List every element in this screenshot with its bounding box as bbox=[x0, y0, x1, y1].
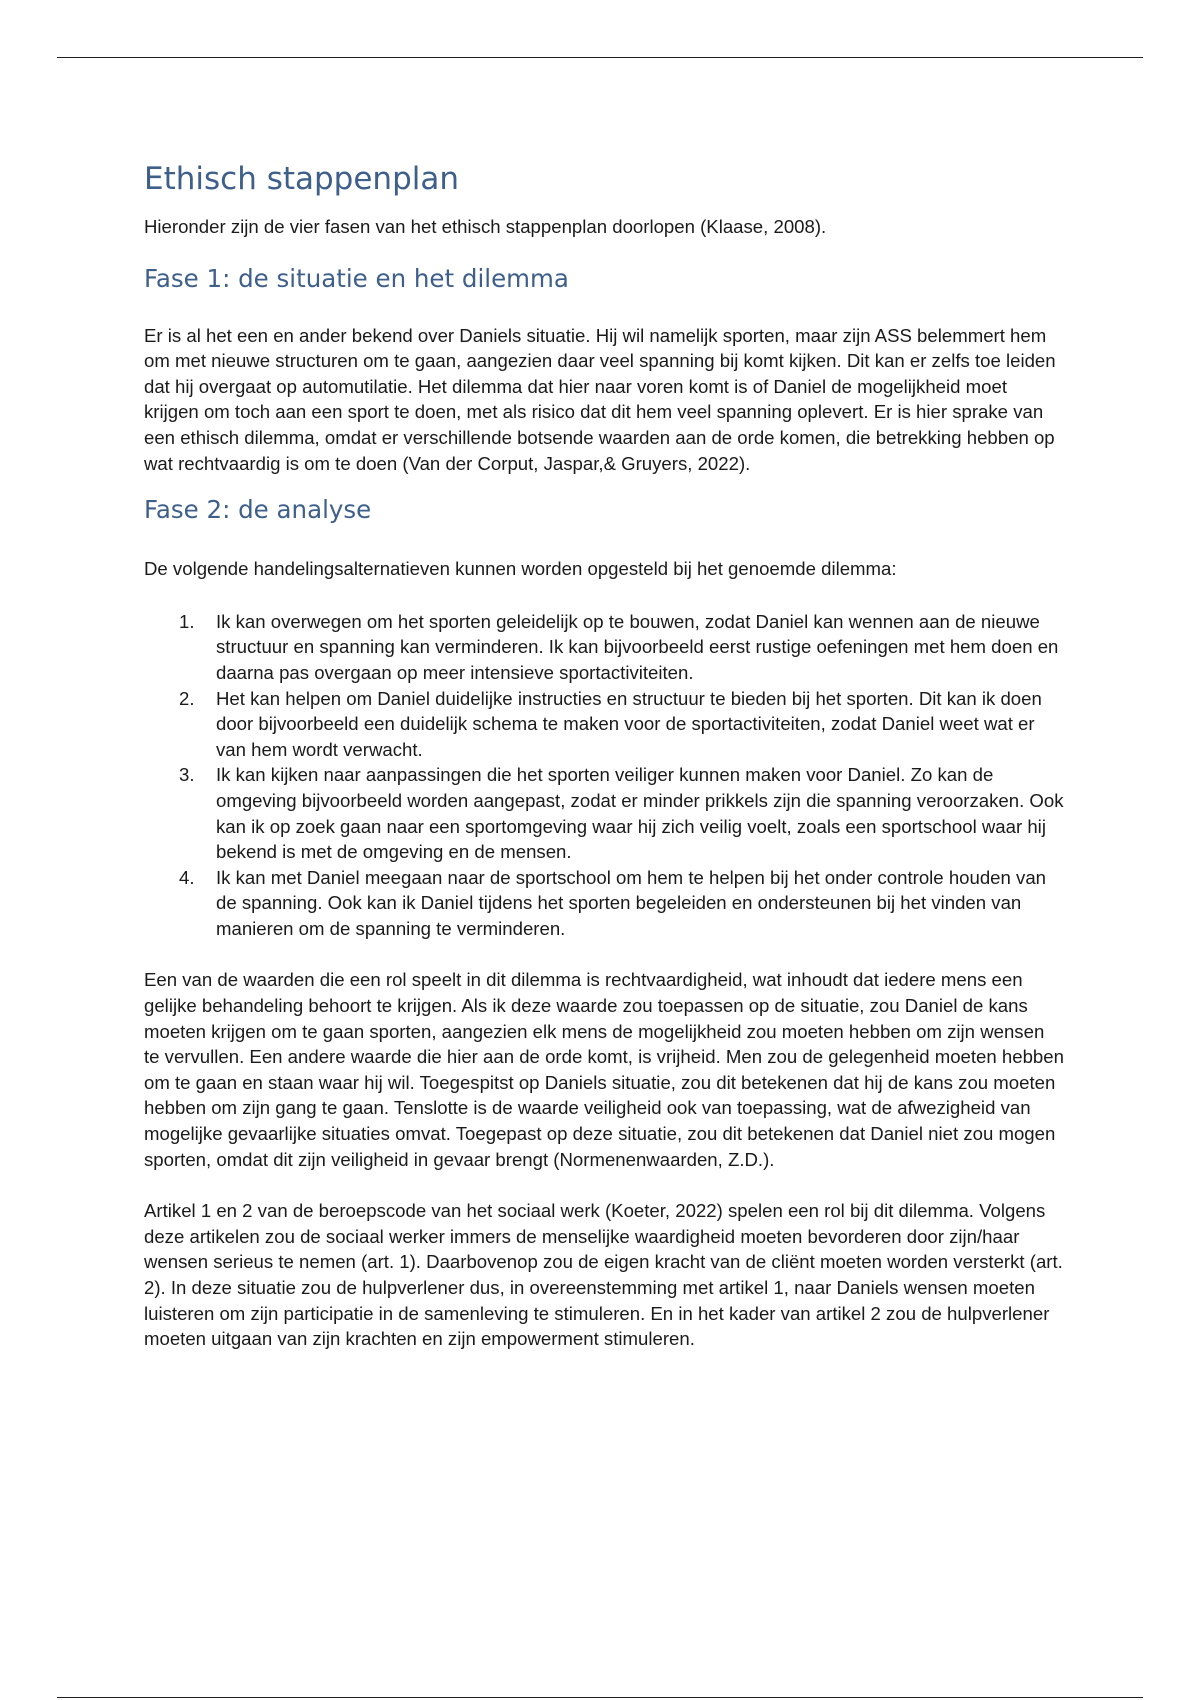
list-item bbox=[144, 865, 1064, 942]
fase2-heading: Fase 2: de analyse bbox=[144, 495, 372, 525]
list-item bbox=[144, 686, 1064, 763]
values-paragraph: Een van de waarden die een rol speelt in dit dilemma is rechtvaardigheid, wat inhoudt dat iedere mens een gelijke behandeling behoort te krijgen. Als ik deze waarde zou toepassen op de situatie, zou Daniel de kans moeten krijgen om te gaan sporten, aangezien elk mens de mogelijkheid zou moeten hebben om zijn wensen te vervullen. Een andere waarde die hier aan de orde komt, is vrijheid. Men zou de gelegenheid moeten hebben om te gaan en staan waar hij wil. Toegespitst op Daniels situatie, zou dit betekenen dat hij de kans zou moeten hebben om zijn gang te gaan. Tenslotte is de waarde veiligheid ook van toepassing, wat de afwezigheid van mogelijke gevaarlijke situaties omvat. Toegepast op deze situatie, zou dit betekenen dat Daniel niet zou mogen sporten, omdat dit zijn veiligheid in gevaar brengt (Normenenwaarden, Z.D.). bbox=[144, 969, 1064, 1170]
list-item-text: Ik kan kijken naar aanpassingen die het sporten veiliger kunnen maken voor Daniel. Zo kan de omgeving bijvoorbeeld worden aangepast, zodat er minder prikkels zijn die spanning veroorzaken. Ook kan ik op zoek gaan naar een sportomgeving waar hij zich veilig voelt, zoals een sportschool waar hij bekend is met de omgeving en de mensen. bbox=[216, 764, 1064, 863]
list-item-text: Het kan helpen om Daniel duidelijke instructies en structuur te bieden bij het sporten. Dit kan ik doen door bijvoorbeeld een duidelijk schema te maken voor de sportactiviteiten, zodat Daniel weet wat er van hem wordt verwacht. bbox=[216, 687, 1042, 760]
fase2-lead: De volgende handelingsalternatieven kunnen worden opgesteld bij het genoemde dilemma: bbox=[144, 558, 897, 580]
intro-paragraph: Hieronder zijn de vier fasen van het ethisch stappenplan doorlopen (Klaase, 2008). bbox=[144, 216, 827, 237]
page-title: Ethisch stappenplan bbox=[144, 161, 460, 197]
document-body bbox=[144, 160, 1064, 1352]
code-paragraph: Artikel 1 en 2 van de beroepscode van het sociaal werk (Koeter, 2022) spelen een rol bij dit dilemma. Volgens deze artikelen zou de sociaal werker immers de menselijke waardigheid moeten bevorderen door zijn/haar wensen serieus te nemen (art. 1). Daarbovenop zou de eigen kracht van de cliënt moeten worden versterkt (art. 2). In deze situatie zou de hulpverlener dus, in overeenstemming met artikel 1, naar Daniels wensen moeten luisteren om zijn participatie in de samenleving te stimuleren. En in het kader van artikel 2 zou de hulpverlener moeten uitgaan van zijn krachten en zijn empowerment stimuleren. bbox=[144, 1200, 1063, 1350]
fase1-paragraph: Er is al het een en ander bekend over Daniels situatie. Hij wil namelijk sporten, maar zijn ASS belemmert hem om met nieuwe structuren om te gaan, aangezien daar veel spanning bij komt kijken. Dit kan er zelfs toe leiden dat hij overgaat op automutilatie. Het dilemma dat hier naar voren komt is of Daniel de mogelijkheid moet krijgen om toch aan een sport te doen, met als risico dat dit hem veel spanning oplevert. Er is hier sprake van een ethisch dilemma, omdat er verschillende botsende waarden aan de orde komen, die betrekking hebben op wat rechtvaardig is om te doen (Van der Corput, Jaspar,& Gruyers, 2022). bbox=[144, 324, 1056, 474]
list-item-text: Ik kan met Daniel meegaan naar de sportschool om hem te helpen bij het onder controle houden van de spanning. Ook kan ik Daniel tijdens het sporten begeleiden en ondersteunen bij het vinden van manieren om de spanning te verminderen. bbox=[216, 866, 1047, 939]
list-item-text: Ik kan overwegen om het sporten geleidelijk op te bouwen, zodat Daniel kan wennen aan de nieuwe structuur en spanning kan verminderen. Ik kan bijvoorbeeld eerst rustige oefeningen met hem doen en daarna pas overgaan op meer intensieve sportactiviteiten. bbox=[216, 610, 1059, 683]
fase1-heading: Fase 1: de situatie en het dilemma bbox=[144, 263, 569, 293]
alternatives-list bbox=[144, 609, 1064, 942]
list-item bbox=[144, 762, 1064, 864]
list-item-number: 2. bbox=[179, 687, 195, 709]
list-item bbox=[144, 609, 1064, 686]
header-rule bbox=[57, 57, 1143, 58]
list-item-number: 3. bbox=[179, 764, 195, 786]
list-item-number: 4. bbox=[179, 866, 195, 888]
list-item-number: 1. bbox=[179, 610, 195, 632]
footer-rule bbox=[57, 1697, 1143, 1698]
